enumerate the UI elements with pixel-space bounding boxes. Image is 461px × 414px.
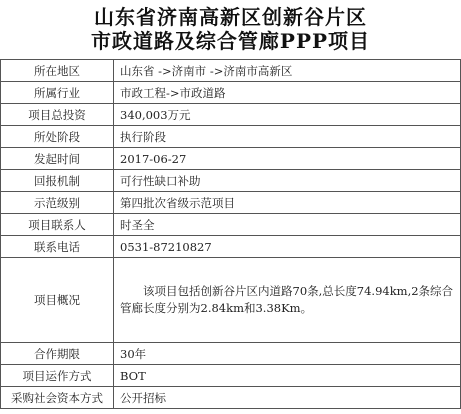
page-title	[0, 0, 461, 60]
label-contact-person: 项目联系人	[1, 214, 114, 236]
value-total-investment: 340,003万元	[114, 104, 461, 126]
value-procurement-method: 公开招标	[114, 387, 461, 409]
label-return-mechanism: 回报机制	[1, 170, 114, 192]
row-return-mechanism	[1, 170, 461, 192]
project-info-table	[0, 59, 461, 409]
label-contact-phone: 联系电话	[1, 236, 114, 258]
title-line-1: 山东省济南高新区创新谷片区	[94, 5, 367, 29]
row-stage	[1, 126, 461, 148]
row-demo-level	[1, 192, 461, 214]
row-location	[1, 60, 461, 82]
row-operation-mode	[1, 365, 461, 387]
label-total-investment: 项目总投资	[1, 104, 114, 126]
label-location: 所在地区	[1, 60, 114, 82]
title-line-2: 市政道路及综合管廊PPP项目	[90, 29, 371, 53]
row-launch-date	[1, 148, 461, 170]
label-project-overview: 项目概况	[1, 258, 114, 343]
row-total-investment	[1, 104, 461, 126]
value-return-mechanism: 可行性缺口补助	[114, 170, 461, 192]
label-procurement-method: 采购社会资本方式	[1, 387, 114, 409]
label-demo-level: 示范级别	[1, 192, 114, 214]
value-stage: 执行阶段	[114, 126, 461, 148]
value-location: 山东省 ->济南市 ->济南市高新区	[114, 60, 461, 82]
value-contact-person: 时圣全	[114, 214, 461, 236]
value-project-overview: 该项目包括创新谷片区内道路70条,总长度74.94km,2条综合管廊长度分别为2.84km和3.38Km。	[114, 258, 461, 343]
value-cooperation-term: 30年	[114, 343, 461, 365]
label-industry: 所属行业	[1, 82, 114, 104]
label-cooperation-term: 合作期限	[1, 343, 114, 365]
value-operation-mode: BOT	[114, 365, 461, 387]
row-industry	[1, 82, 461, 104]
value-demo-level: 第四批次省级示范项目	[114, 192, 461, 214]
value-contact-phone: 0531-87210827	[114, 236, 461, 258]
label-launch-date: 发起时间	[1, 148, 114, 170]
row-contact-phone	[1, 236, 461, 258]
row-project-overview	[1, 258, 461, 343]
value-industry: 市政工程->市政道路	[114, 82, 461, 104]
label-operation-mode: 项目运作方式	[1, 365, 114, 387]
value-launch-date: 2017-06-27	[114, 148, 461, 170]
label-stage: 所处阶段	[1, 126, 114, 148]
row-cooperation-term	[1, 343, 461, 365]
row-contact-person	[1, 214, 461, 236]
row-procurement-method	[1, 387, 461, 409]
